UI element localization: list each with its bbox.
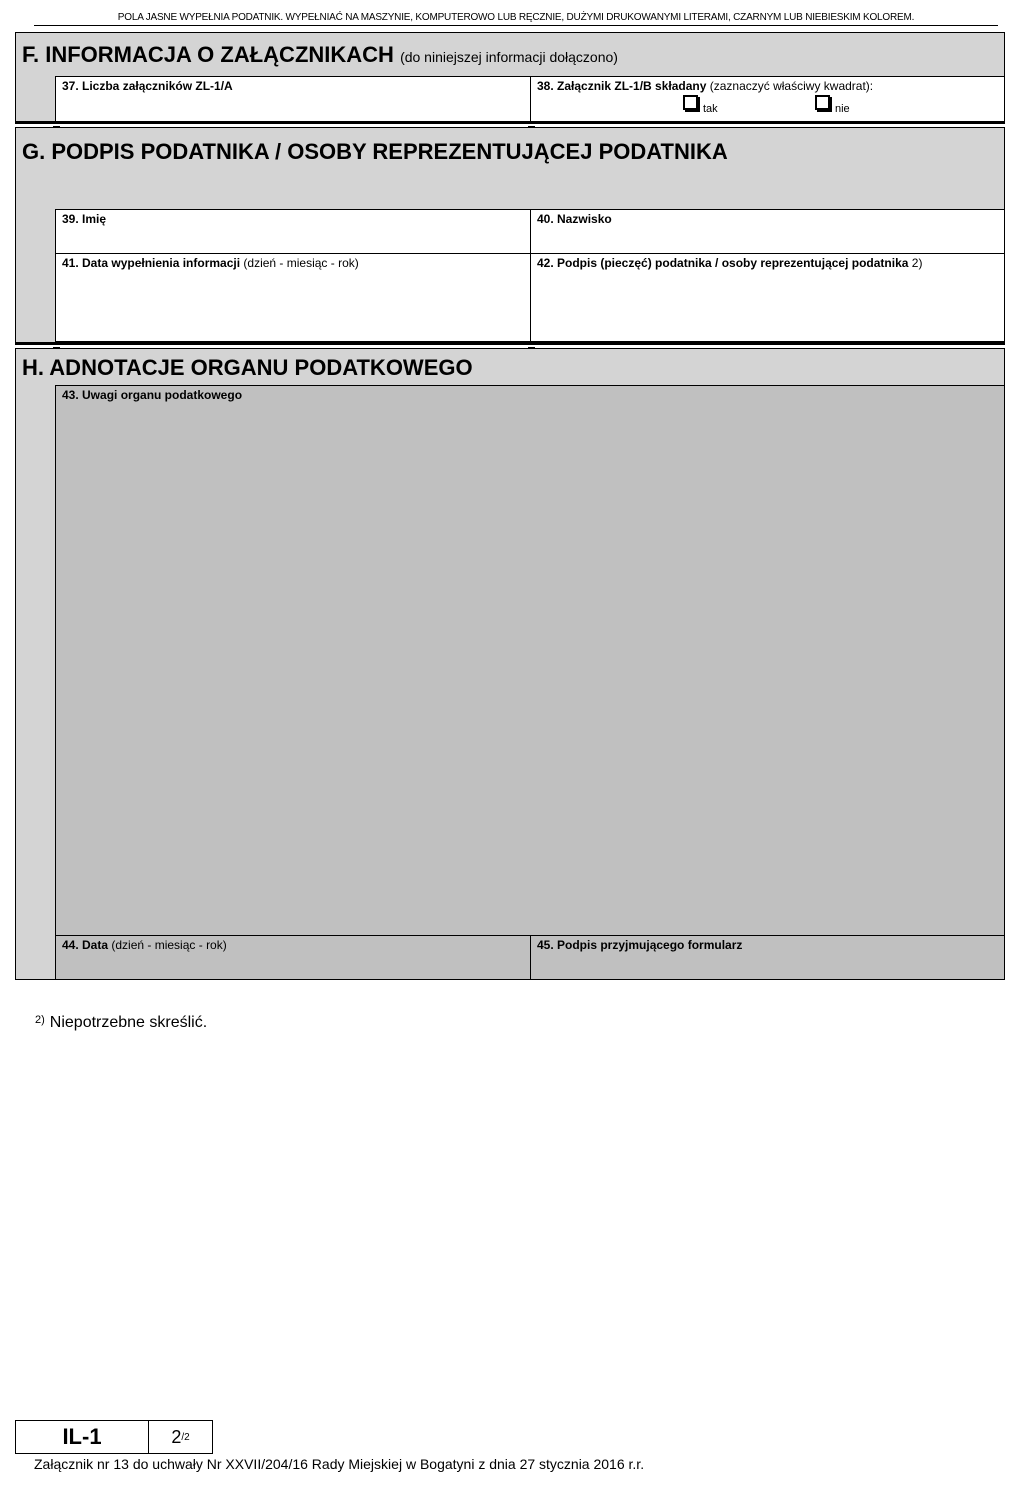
option-no[interactable] xyxy=(815,95,850,115)
receiver-signature-field xyxy=(530,935,1005,980)
form-id-box xyxy=(15,1420,213,1454)
field-38-label xyxy=(537,79,873,93)
section-h-title: H. ADNOTACJE ORGANU PODATKOWEGO xyxy=(22,355,473,380)
field-42-label-text: 42. Podpis (pieczęć) podatnika / osoby reprezentującej podatnika xyxy=(537,256,909,270)
footnote-text: Niepotrzebne skreślić. xyxy=(49,1014,208,1031)
checkbox-yes[interactable] xyxy=(683,95,698,110)
attachments-count-field[interactable] xyxy=(55,76,531,122)
section-divider xyxy=(15,342,1005,345)
section-g-title: G. PODPIS PODATNIKA / OSOBY REPREZENTUJĄCEJ PODATNIKA xyxy=(22,139,728,164)
page-total: /2 xyxy=(181,1431,190,1443)
field-38-label-text: 38. Załącznik ZL-1/B składany xyxy=(537,79,707,93)
attachment-note: Załącznik nr 13 do uchwały Nr XXVII/204/16 Rady Miejskiej w Bogatyni z dnia 27 stycznia 2016 r.r. xyxy=(34,1456,645,1472)
office-date-field xyxy=(55,935,531,980)
field-37-label: 37. Liczba załączników ZL-1/A xyxy=(62,79,233,93)
last-name-field[interactable] xyxy=(530,209,1005,254)
field-42-ref: 2) xyxy=(911,256,923,270)
option-yes-label: tak xyxy=(703,103,718,115)
fill-instructions: POLA JASNE WYPEŁNIA PODATNIK. WYPEŁNIAĆ NA MASZYNIE, KOMPUTEROWO LUB RĘCZNIE, DUŻYMI DRUKOWANYMI LITERAMI, CZARNYM LUB NIEBIESKIM KOLOREM. xyxy=(34,12,998,26)
section-f-title xyxy=(22,42,618,68)
form-code: IL-1 xyxy=(16,1421,149,1453)
fill-date-field[interactable] xyxy=(55,253,531,342)
field-42-label xyxy=(537,256,922,270)
field-41-label xyxy=(62,256,359,270)
page-number xyxy=(149,1421,212,1453)
tax-office-remarks-field xyxy=(55,385,1005,936)
checkbox-no[interactable] xyxy=(815,95,830,110)
page-current: 2 xyxy=(171,1426,182,1447)
field-44-label-text: 44. Data xyxy=(62,938,109,952)
section-f-title-text: F. INFORMACJA O ZAŁĄCZNIKACH xyxy=(22,42,394,67)
footnote-mark: 2) xyxy=(35,1014,45,1026)
field-45-label: 45. Podpis przyjmującego formularz xyxy=(537,938,743,952)
option-no-label: nie xyxy=(835,103,850,115)
option-yes[interactable] xyxy=(683,95,718,115)
field-43-label: 43. Uwagi organu podatkowego xyxy=(62,388,243,402)
section-f-subtitle: (do niniejszej informacji dołączono) xyxy=(400,49,618,65)
signature-field[interactable] xyxy=(530,253,1005,342)
field-41-label-text: 41. Data wypełnienia informacji xyxy=(62,256,241,270)
footnote xyxy=(35,1014,207,1032)
field-44-label xyxy=(62,938,227,952)
field-40-label: 40. Nazwisko xyxy=(537,212,612,226)
first-name-field[interactable] xyxy=(55,209,531,254)
field-41-hint: (dzień - miesiąc - rok) xyxy=(243,256,359,270)
field-39-label: 39. Imię xyxy=(62,212,107,226)
section-divider xyxy=(15,121,1005,124)
field-44-hint: (dzień - miesiąc - rok) xyxy=(111,938,227,952)
attachment-zl1b-field xyxy=(530,76,1005,122)
field-38-hint: (zaznaczyć właściwy kwadrat): xyxy=(709,79,874,93)
